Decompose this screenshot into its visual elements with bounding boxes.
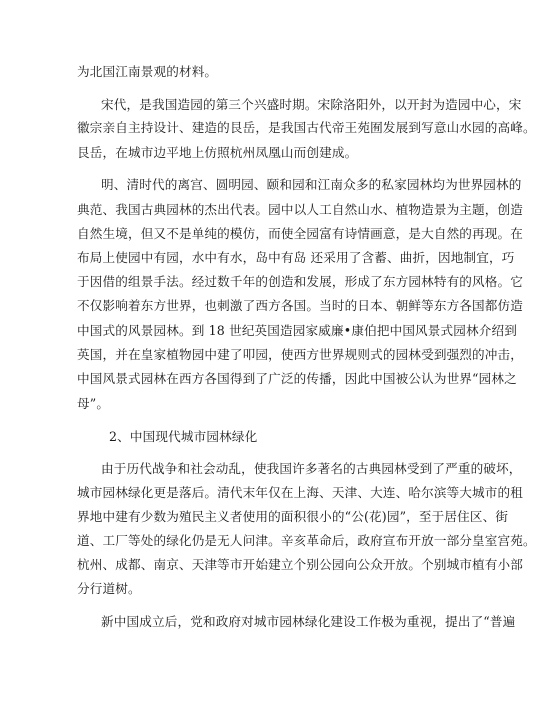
text-line: 新中国成立后，党和政府对城市园林绿化建设工作极为重视，提出了“普遍: [101, 614, 516, 629]
text-line: 城市园林绿化更是落后。清代末年仅在上海、天津、大连、哈尔滨等大城市的租: [77, 485, 524, 500]
text-line: 杭州、成都、南京、天津等市开始建立个别公园向公众开放。个别城市植有小部: [77, 557, 524, 572]
text-line: 母”。: [77, 396, 110, 411]
text-line: 明、清时代的离宫、圆明园、颐和园和江南众多的私家园林均为世界园林的: [101, 177, 522, 192]
text-line: 典范、我国古典园林的杰出代表。园中以人工自然山水、植物造景为主题，创造: [77, 202, 524, 217]
text-line: 界地中建有少数为殖民主义者使用的面积很小的“公(花)园”，至于居住区、街: [77, 509, 509, 524]
text-line: 宋代，是我国造园的第三个兴盛时期。宋除洛阳外，以开封为造园中心，宋: [101, 97, 522, 112]
text-line: 徽宗亲自主持设计、建造的艮岳，是我国古代帝王苑囿发展到写意山水园的高峰。: [77, 120, 536, 135]
section-heading: 2、中国现代城市园林绿化: [109, 429, 258, 444]
text-line: 于因借的组景手法。经过数千年的创造和发展，形成了东方园林特有的风格。它: [77, 274, 524, 289]
text-line: 中国风景式园林在西方各国得到了广泛的传播，因此中国被公认为世界“园林之: [77, 371, 517, 386]
text-line: 中国式的风景园林。到 18 世纪英国造园家威廉•康伯把中国风景式园林介绍到: [77, 323, 518, 338]
text-line: 不仅影响着东方世界，也刺激了西方各国。当时的日本、朝鲜等东方各国都仿造: [77, 298, 524, 313]
text-line: 分行道树。: [77, 581, 141, 596]
text-line: 自然生境，但又不是单纯的模仿，而使全园富有诗情画意，是大自然的再现。在: [77, 226, 524, 241]
text-line: 英国，并在皇家植物园中建了叩园，使西方世界规则式的园林受到强烈的冲击，: [77, 347, 524, 362]
text-line: 道、工厂等处的绿化仍是无人问津。辛亥革命后，政府宣布开放一部分皇室宫苑。: [77, 533, 536, 548]
text-line: 布局上使园中有园，水中有水，岛中有岛 还采用了含蓄、曲折，因地制宜，巧: [77, 250, 515, 265]
text-line: 艮岳，在城市边平地上仿照杭州凤凰山而创建成。: [77, 145, 358, 160]
text-line: 为北国江南景观的材料。: [77, 64, 218, 79]
text-line: 由于历代战争和社会动乱，使我国许多著名的古典园林受到了严重的破坏，: [101, 461, 522, 476]
